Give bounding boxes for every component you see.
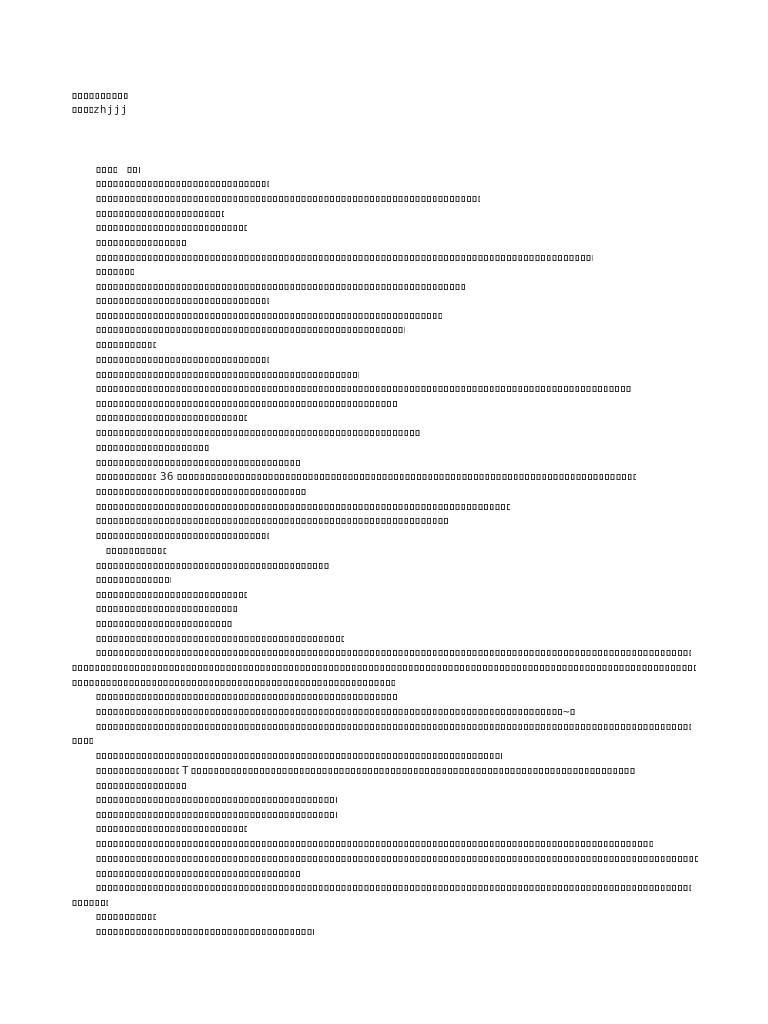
unreadable-text bbox=[96, 167, 117, 173]
unreadable-text bbox=[96, 577, 171, 583]
body-line bbox=[96, 178, 269, 189]
unreadable-text bbox=[72, 680, 395, 686]
unreadable-text bbox=[96, 181, 269, 187]
unreadable-text bbox=[96, 460, 300, 466]
body-line bbox=[96, 721, 691, 732]
body-line bbox=[72, 897, 108, 908]
header-title-line bbox=[72, 90, 129, 101]
body-line bbox=[72, 677, 395, 688]
unreadable-text bbox=[96, 196, 480, 202]
unreadable-text bbox=[96, 914, 156, 920]
body-line bbox=[96, 882, 691, 893]
body-line bbox=[96, 266, 134, 277]
unreadable-text bbox=[96, 753, 502, 759]
body-line bbox=[96, 412, 247, 423]
unreadable-text bbox=[72, 107, 93, 113]
unreadable-text bbox=[96, 240, 186, 246]
unreadable-text bbox=[96, 871, 300, 877]
body-line bbox=[96, 427, 420, 438]
unreadable-text bbox=[96, 518, 450, 524]
unreadable-text bbox=[96, 694, 397, 700]
body-line bbox=[96, 780, 186, 791]
body-line bbox=[96, 647, 691, 658]
unreadable-text bbox=[96, 885, 691, 891]
body-line bbox=[96, 911, 156, 922]
unreadable-text bbox=[72, 665, 696, 671]
body-line bbox=[96, 691, 397, 702]
unreadable-text bbox=[96, 533, 269, 539]
unreadable-text bbox=[96, 313, 442, 319]
unreadable-text bbox=[96, 929, 314, 935]
unreadable-text bbox=[96, 797, 337, 803]
body-line bbox=[96, 603, 239, 614]
body-line bbox=[96, 222, 247, 233]
body-line bbox=[96, 560, 329, 571]
unreadable-text bbox=[96, 255, 593, 261]
body-line bbox=[96, 442, 209, 453]
unreadable-text bbox=[570, 709, 576, 715]
unreadable-text bbox=[96, 372, 359, 378]
unreadable-text bbox=[96, 489, 307, 495]
body-line bbox=[106, 545, 166, 556]
body-line bbox=[96, 574, 171, 585]
body-line bbox=[96, 926, 314, 937]
body-line bbox=[96, 809, 337, 820]
body-line bbox=[96, 633, 344, 644]
body-line bbox=[96, 515, 450, 526]
body-line bbox=[96, 486, 307, 497]
body-line bbox=[96, 324, 405, 335]
unreadable-text bbox=[96, 474, 156, 480]
body-line bbox=[96, 706, 576, 717]
unreadable-text bbox=[127, 167, 140, 173]
unreadable-text bbox=[96, 606, 239, 612]
unreadable-text bbox=[96, 841, 653, 847]
body-line bbox=[96, 501, 510, 512]
body-line bbox=[96, 295, 269, 306]
unreadable-text bbox=[106, 548, 166, 554]
inline-glyph: T bbox=[182, 764, 189, 777]
unreadable-text bbox=[191, 768, 635, 774]
inline-number: 36 bbox=[160, 470, 174, 483]
unreadable-text bbox=[96, 327, 405, 333]
unreadable-text bbox=[96, 401, 397, 407]
body-line bbox=[72, 662, 696, 673]
unreadable-text bbox=[96, 269, 134, 275]
body-line bbox=[96, 193, 480, 204]
unreadable-text bbox=[72, 738, 93, 744]
unreadable-text bbox=[96, 650, 691, 656]
body-line bbox=[96, 237, 186, 248]
body-line bbox=[96, 281, 465, 292]
body-line bbox=[96, 339, 156, 350]
unreadable-text bbox=[96, 563, 329, 569]
unreadable-text bbox=[96, 621, 232, 627]
body-line bbox=[96, 618, 232, 629]
body-line bbox=[96, 794, 337, 805]
unreadable-text bbox=[96, 430, 420, 436]
body-line bbox=[96, 208, 224, 219]
body-line bbox=[96, 823, 247, 834]
unreadable-text bbox=[96, 856, 698, 862]
unreadable-text bbox=[96, 284, 465, 290]
body-line bbox=[96, 589, 247, 600]
author-name: zhjjj bbox=[93, 103, 128, 116]
unreadable-text bbox=[96, 504, 510, 510]
unreadable-text bbox=[96, 211, 224, 217]
unreadable-text bbox=[96, 225, 247, 231]
body-line bbox=[96, 457, 300, 468]
body-line bbox=[96, 252, 593, 263]
body-line bbox=[96, 310, 442, 321]
unreadable-text bbox=[96, 812, 337, 818]
body-line bbox=[72, 735, 93, 746]
unreadable-text bbox=[96, 445, 209, 451]
unreadable-text bbox=[177, 474, 636, 480]
unreadable-text bbox=[96, 342, 156, 348]
body-line bbox=[96, 765, 635, 776]
header-author-line bbox=[72, 104, 128, 115]
body-line bbox=[96, 471, 636, 482]
unreadable-text bbox=[96, 298, 269, 304]
body-line bbox=[96, 164, 140, 175]
unreadable-text bbox=[96, 636, 344, 642]
unreadable-text bbox=[96, 386, 631, 392]
unreadable-text bbox=[96, 357, 269, 363]
body-line bbox=[96, 530, 269, 541]
body-line bbox=[96, 369, 359, 380]
unreadable-text bbox=[72, 93, 129, 99]
unreadable-text bbox=[72, 900, 108, 906]
unreadable-text bbox=[96, 415, 247, 421]
body-line bbox=[96, 354, 269, 365]
unreadable-text bbox=[96, 709, 563, 715]
inline-tilde: ~ bbox=[563, 705, 570, 718]
unreadable-text bbox=[96, 724, 691, 730]
body-line bbox=[96, 750, 502, 761]
unreadable-text bbox=[96, 826, 247, 832]
unreadable-text bbox=[96, 592, 247, 598]
body-line bbox=[96, 383, 631, 394]
unreadable-text bbox=[96, 768, 179, 774]
body-line bbox=[96, 868, 300, 879]
unreadable-text bbox=[96, 783, 186, 789]
body-line bbox=[96, 853, 698, 864]
body-line bbox=[96, 398, 397, 409]
body-line bbox=[96, 838, 653, 849]
